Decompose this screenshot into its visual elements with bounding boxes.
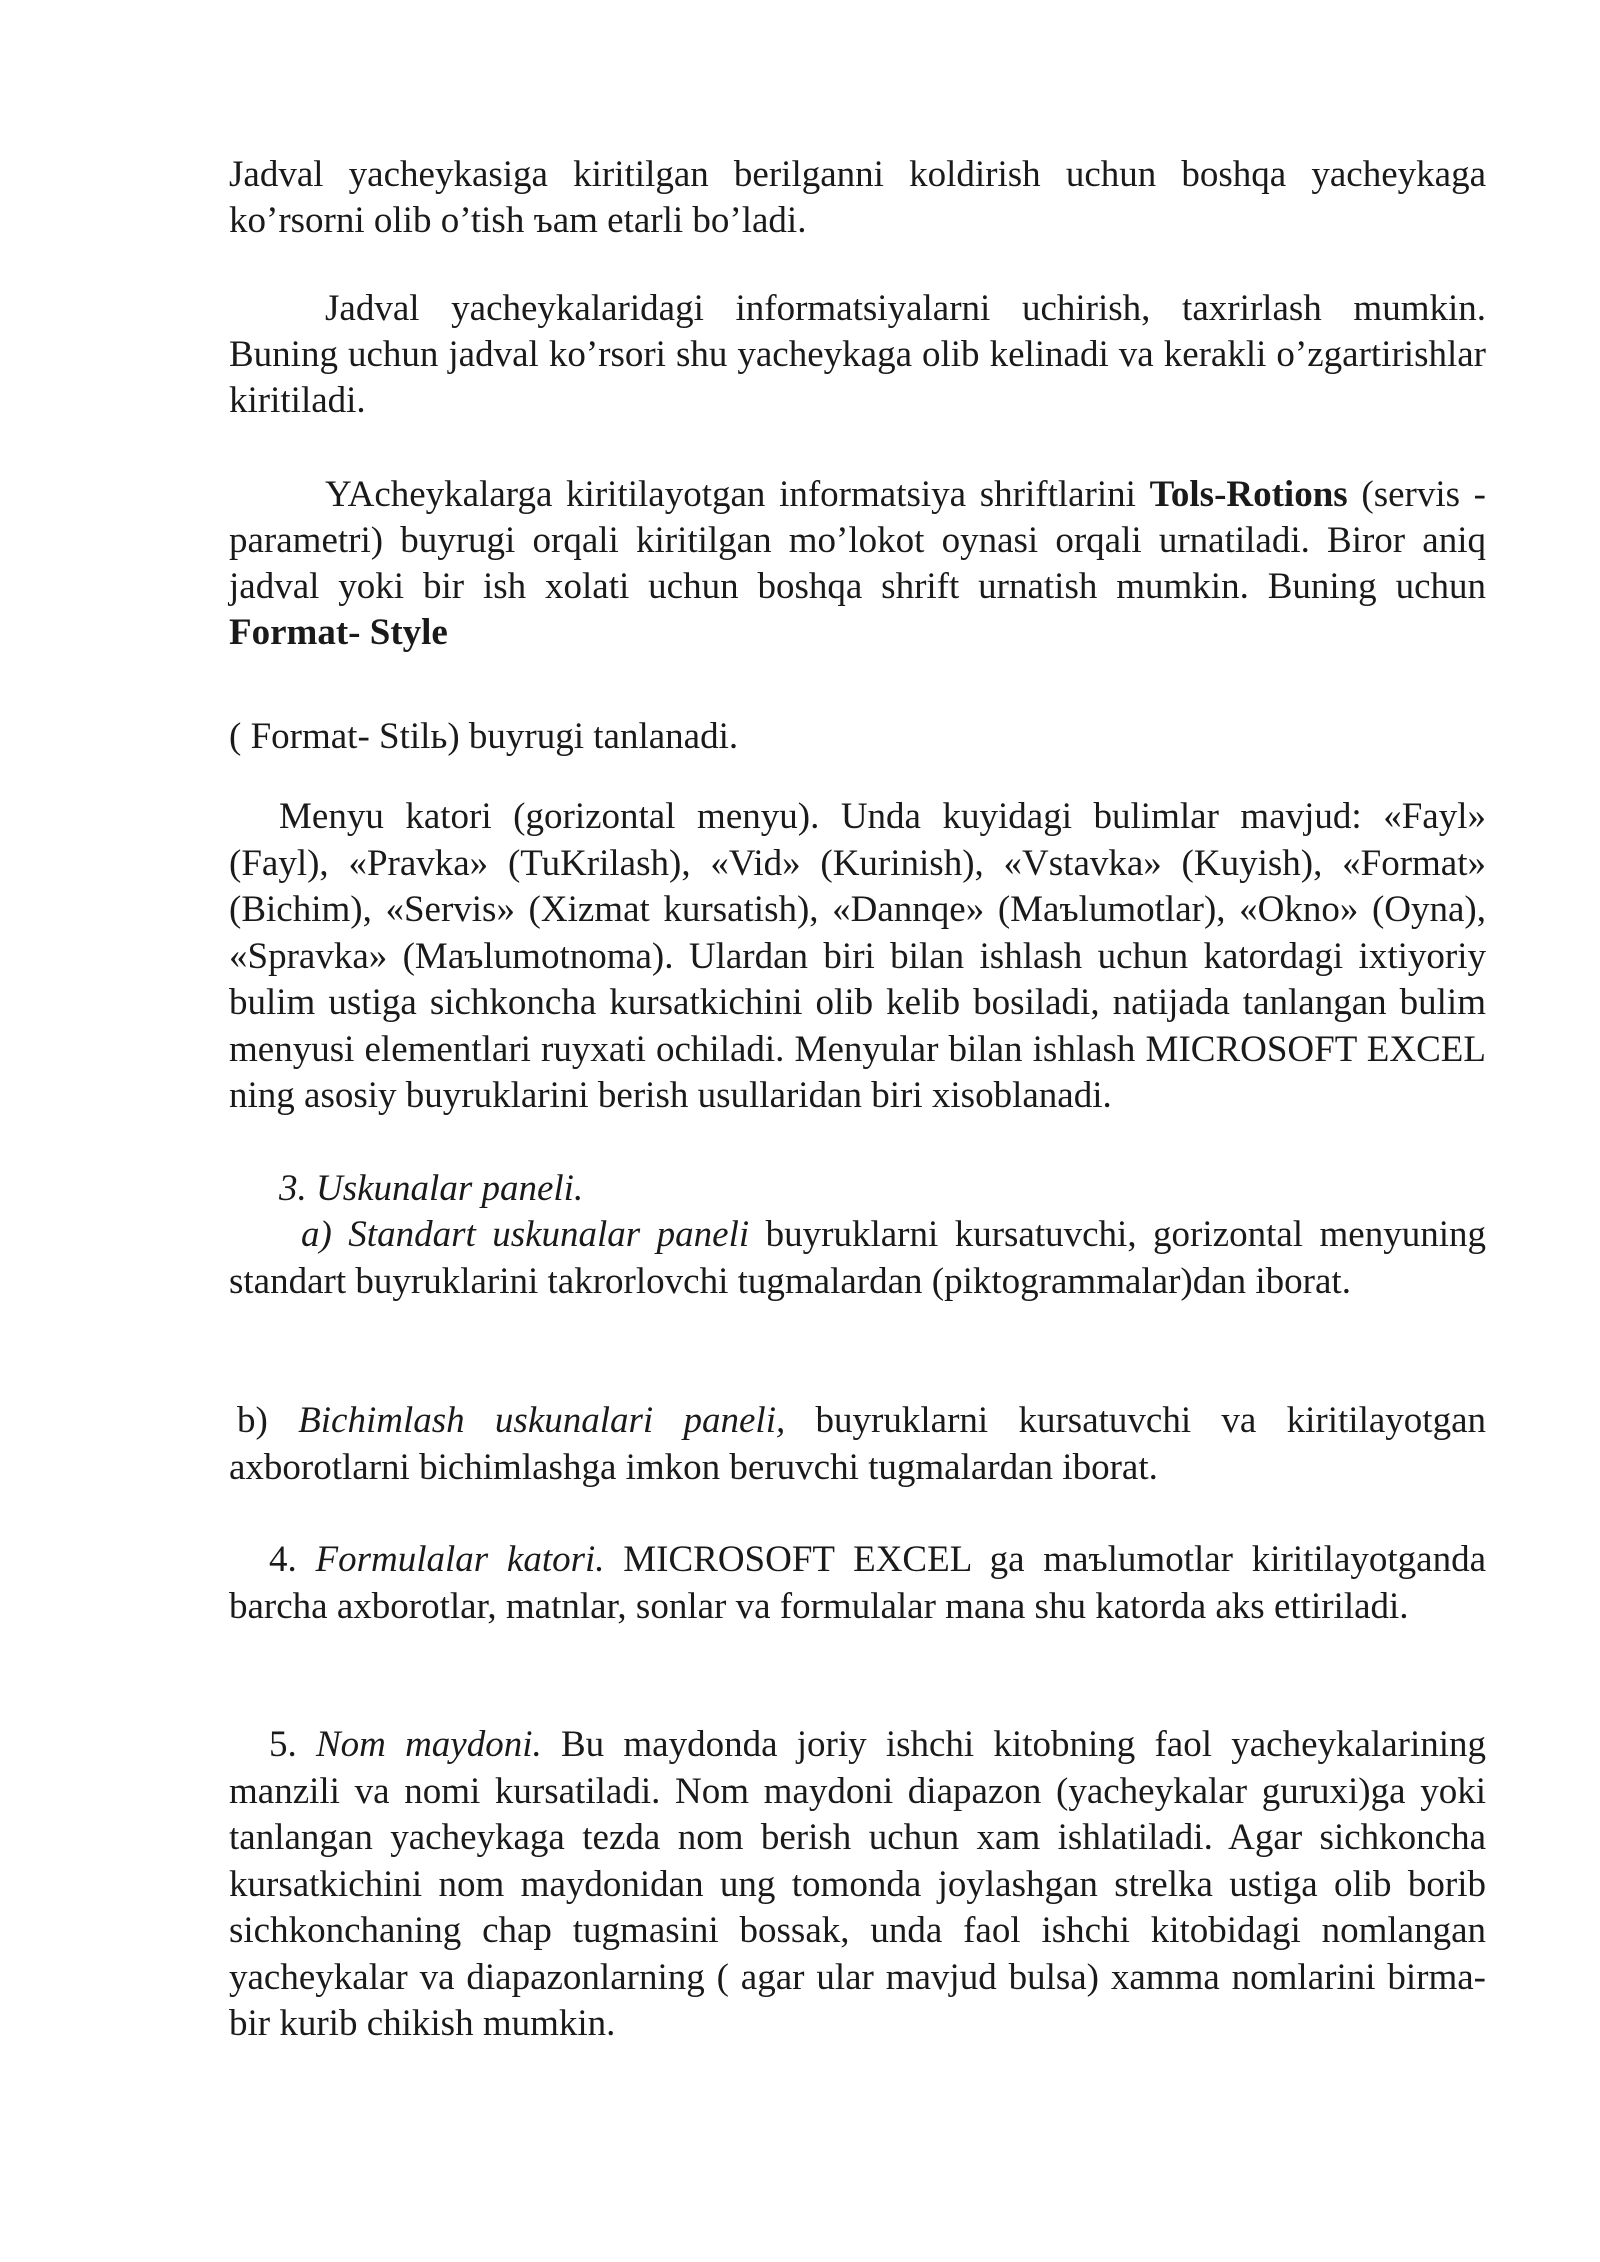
item-prefix: b)	[237, 1400, 299, 1441]
menu-command-format-style: Format- Style	[229, 612, 448, 653]
paragraph-text: YAcheykalarga kiritilayotgan informatsiya shriftlarini	[325, 474, 1150, 515]
list-item-standard-toolbar	[229, 1212, 1486, 1305]
item-term: Nom maydoni.	[315, 1724, 542, 1765]
paragraph-format-style	[229, 714, 1486, 760]
item-term: Formulalar katori.	[315, 1539, 605, 1580]
item-text: Bu maydonda joriy ishchi kitobning faol yacheykalarining manzili va nomi kursatiladi. Nom maydoni diapazon (yacheykalar guruxi)ga yoki tanlangan yacheykaga tezda nom berish uchun xam ishlatiladi. Agar sichkoncha kursatkichini nom maydonidan ung tomonda joylashgan strelka ustiga olib borib sichkonchaning chap tugmasini bossak, unda faol ishchi kitobidagi nomlangan yacheykalar va diapazonlarning ( agar ular mavjud bulsa) xamma nomlarini birma-bir kurib chikish mumkin.	[229, 1724, 1486, 2044]
paragraph-menu-bar	[229, 794, 1486, 1120]
section-heading-toolbars	[229, 1166, 1486, 1213]
menu-command-tools-options: Tols-Rotions	[1149, 474, 1348, 515]
item-prefix: 5.	[269, 1724, 316, 1765]
item-text: buyruklarni kursatuvchi, gorizontal menyuning standart buyruklarini takrorlovchi tugmalardan (piktogrammalar)dan iborat.	[229, 1214, 1486, 1302]
paragraph-edit-cells	[229, 286, 1486, 424]
list-item-name-box	[229, 1722, 1486, 2048]
item-prefix: 4.	[269, 1539, 316, 1580]
paragraph-text: ( Format- Stilь) buyrugi tanlanadi.	[229, 716, 739, 757]
item-text: MICROSOFT EXCEL ga maъlumotlar kiritilayotganda barcha axborotlar, matnlar, sonlar va formulalar mana shu katorda aks ettiriladi.	[229, 1539, 1487, 1627]
item-term: a) Standart uskunalar paneli	[301, 1214, 750, 1255]
item-term: Bichimlash uskunalari paneli,	[298, 1400, 786, 1441]
paragraph-text: (servis - parametri) buyrugi orqali kiritilgan mo’lokot oynasi orqali urnatiladi. Biror aniq jadval yoki bir ish xolati uchun boshqa shrift urnatish mumkin. Buning uchun	[229, 474, 1487, 607]
heading-text: 3. Uskunalar paneli.	[279, 1168, 584, 1209]
paragraph-cell-input	[229, 152, 1486, 244]
list-item-formatting-toolbar	[229, 1398, 1486, 1491]
item-text: buyruklarni kursatuvchi va kiritilayotgan axborotlarni bichimlashga imkon beruvchi tugmalardan iborat.	[229, 1400, 1486, 1488]
paragraph-text: Jadval yacheykasiga kiritilgan berilganni koldirish uchun boshqa yacheykaga ko’rsorni olib o’tish ъam etarli bo’ladi.	[229, 154, 1486, 241]
paragraph-fonts	[229, 472, 1486, 656]
list-item-formula-bar	[229, 1537, 1486, 1630]
paragraph-text: Menyu katori (gorizontal menyu). Unda kuyidagi bulimlar mavjud: «Fayl» (Fayl), «Pravka» (TuKrilash), «Vid» (Kurinish), «Vstavka» (Kuyish), «Format» (Bichim), «Servis» (Xizmat kursatish), «Dannqe» (Maъlumotlar), «Okno» (Oyna), «Spravka» (Maъlumotnoma). Ulardan biri bilan ishlash uchun katordagi ixtiyoriy bulim ustiga sichkoncha kursatkichini olib kelib bosiladi, natijada tanlangan bulim menyusi elementlari ruyxati ochiladi. Menyular bilan ishlash MICROSOFT EXCEL ning asosiy buyruklarini berish usullaridan biri xisoblanadi.	[229, 796, 1486, 1116]
paragraph-text: Jadval yacheykalaridagi informatsiyalarni uchirish, taxrirlash mumkin. Buning uchun jadval ko’rsori shu yacheykaga olib kelinadi va kerakli o’zgartirishlar kiritiladi.	[229, 288, 1486, 421]
